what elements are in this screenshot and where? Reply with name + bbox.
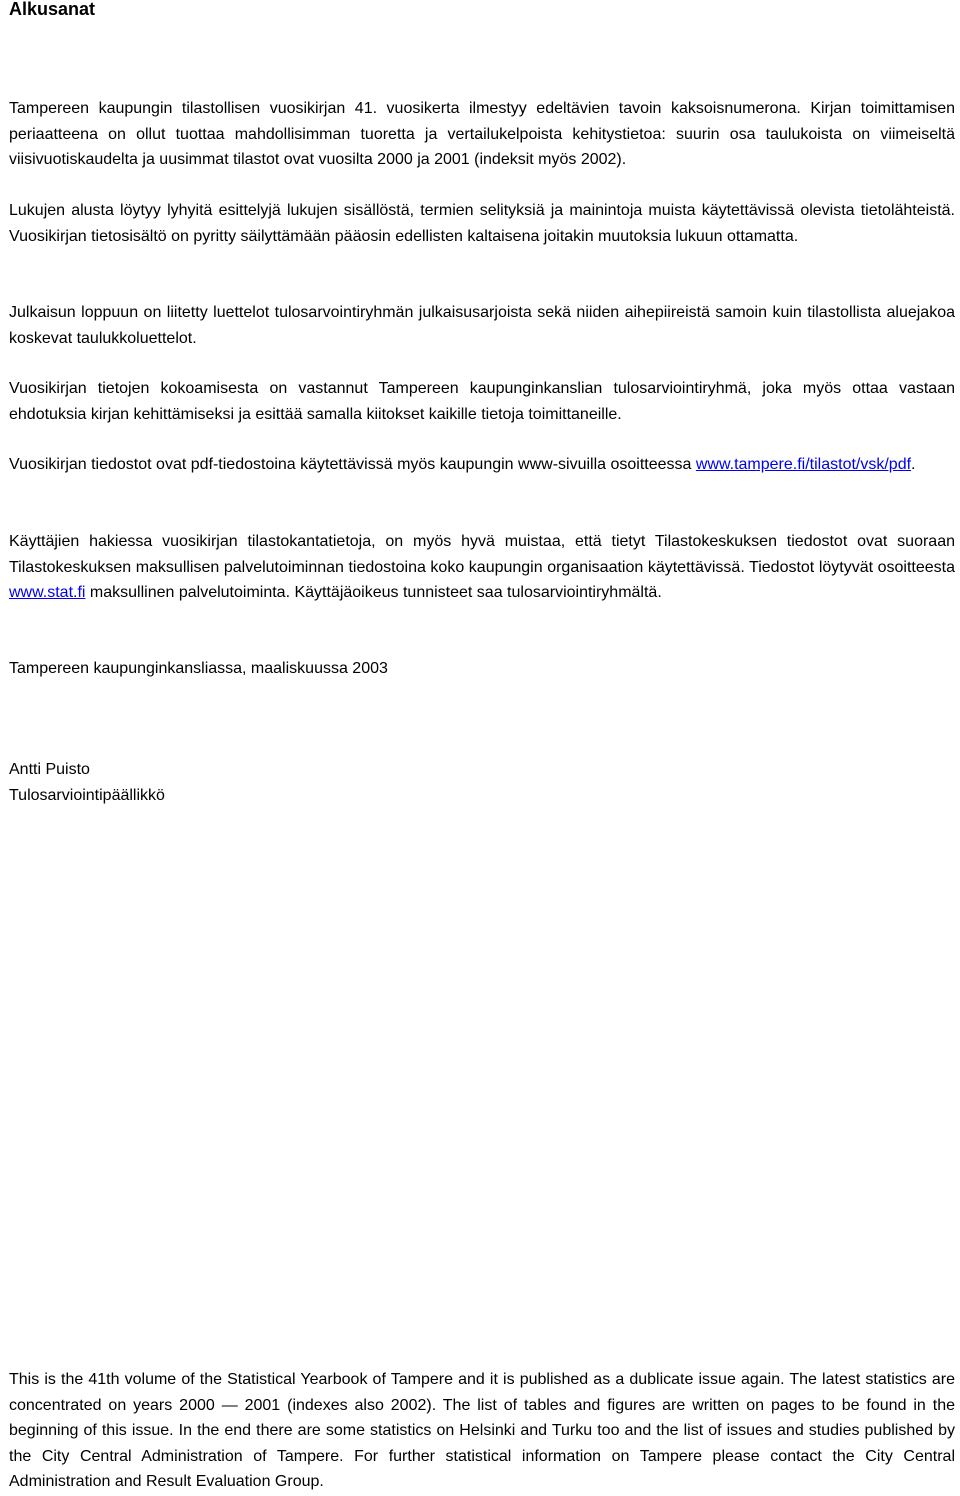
compilation-paragraph: Vuosikirjan tietojen kokoamisesta on vastannut Tampereen kaupunginkanslian tulosarviointiryhmä, joka myös ottaa vastaan ehdotuksia kirjan kehittämiseksi ja esittää samalla kiitokset kaikille tietoja toimittaneille. bbox=[9, 380, 955, 423]
document-page bbox=[9, 0, 955, 1490]
users-text-before: Käyttäjien hakiessa vuosikirjan tilastokantatietoja, on myös hyvä muistaa, että tietyt Tilastokeskuksen tiedostot ovat suoraan Tilastokeskuksen maksullisen palvelutoiminnan tiedostoina koko kaupungin organisaation käytettävissä. Tiedostot löytyvät osoitteesta bbox=[9, 533, 955, 576]
signature-block bbox=[9, 757, 955, 808]
signature-title: Tulosarviointipäällikkö bbox=[9, 786, 165, 804]
intro-paragraph: Tampereen kaupungin tilastollisen vuosikirjan 41. vuosikerta ilmestyy edeltävien tavoin kaksoisnumerona. Kirjan toimittamisen periaatteena on ollut tuottaa mahdollisimman tuoretta ja vertailukelpoista kehitystietoa: suurin osa taulukoista on viimeiseltä viisivuotiskaudelta ja uusimmat tilastot ovat vuosilta 2000 ja 2001 (indeksit myös 2002). bbox=[9, 100, 955, 168]
chapters-paragraph: Lukujen alusta löytyy lyhyitä esittelyjä lukujen sisällöstä, termien selityksiä ja mainintoja muista käytettävissä olevista tietolähteistä. Vuosikirjan tietosisältö on pyritty säilyttämään pääosin edellisten kaltaisena joitakin muutoksia lukuun ottamatta. bbox=[9, 202, 955, 245]
stat-fi-link[interactable]: www.stat.fi bbox=[9, 584, 86, 601]
english-summary: This is the 41th volume of the Statistical Yearbook of Tampere and it is published as a dublicate issue again. The latest statistics are concentrated on years 2000 — 2001 (indexes also 2002). The list of tables and figures are written on pages to be found in the beginning of this issue. In the end there are some statistics on Helsinki and Turku too and the list of issues and studies published by the City Central Administration of Tampere. For further statistical information on Tampere please contact the City Central Administration and Result Evaluation Group. bbox=[9, 1371, 955, 1490]
users-text-after: maksullinen palvelutoiminta. Käyttäjäoikeus tunnisteet saa tulosarviointiryhmältä. bbox=[85, 584, 662, 601]
place-date: Tampereen kaupunginkansliassa, maaliskuussa 2003 bbox=[9, 660, 388, 677]
signature-name: Antti Puisto bbox=[9, 761, 90, 778]
files-text-after: . bbox=[911, 456, 916, 473]
files-paragraph bbox=[9, 452, 955, 478]
tampere-pdf-link[interactable]: www.tampere.fi/tilastot/vsk/pdf bbox=[695, 456, 912, 473]
files-text-before: Vuosikirjan tiedostot ovat pdf-tiedostoina käytettävissä myös kaupungin www-sivuilla osoitteessa bbox=[9, 456, 696, 473]
appendix-paragraph: Julkaisun loppuun on liitetty luettelot tulosarvointiryhmän julkaisusarjoista sekä niiden aihepiireistä samoin kuin tilastollista aluejakoa koskevat taulukkoluettelot. bbox=[9, 304, 955, 347]
users-paragraph bbox=[9, 529, 955, 606]
page-title: Alkusanat bbox=[9, 0, 96, 19]
